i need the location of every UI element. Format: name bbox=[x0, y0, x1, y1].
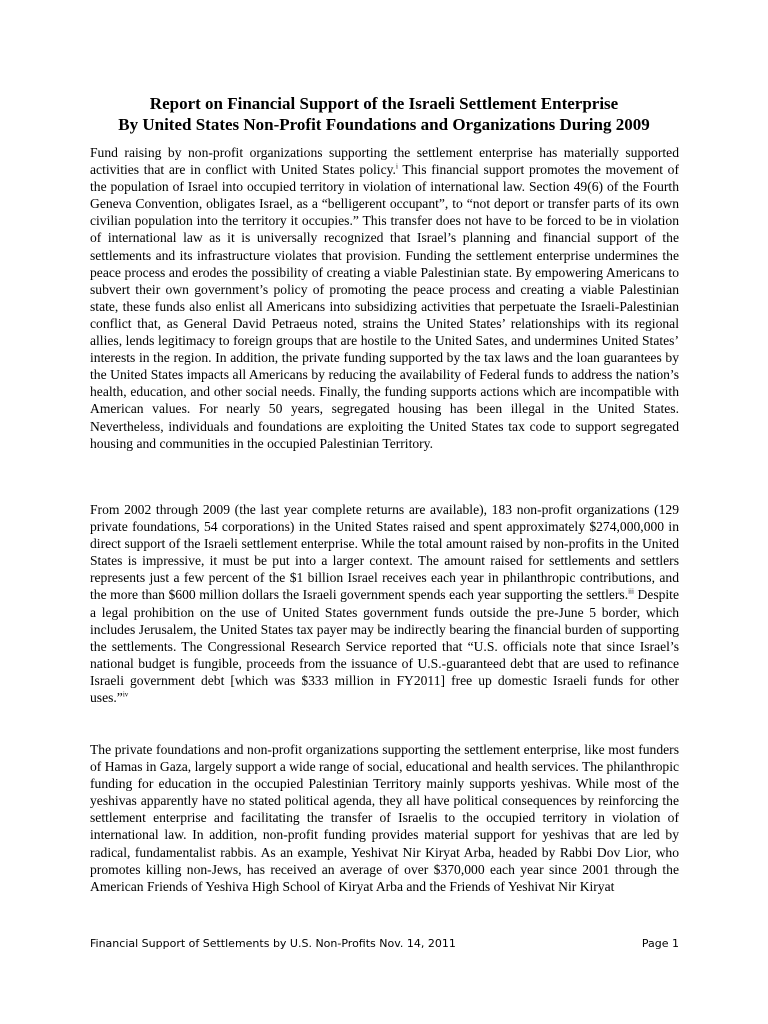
paragraph-2-text-a: From 2002 through 2009 (the last year complete returns are available), 183 non-profit organizations (129 private foundations, 54 corporations) in the United States raised and spent approximately $274,000,000 in direct support of the Israeli settlement enterprise. While the total amount raised by non-profits in the United States is impressive, it must be put into a larger context. The amount raised for settlements and settlers represents just a few percent of the $1 billion Israel receives each year in philanthropic contributions, and the more than $600 million dollars the Israeli government spends each year supporting the settlers. bbox=[90, 502, 679, 603]
title-line-1: Report on Financial Support of the Israeli Settlement Enterprise bbox=[149, 94, 619, 113]
footnote-ref-i: i bbox=[395, 162, 398, 171]
page-footer bbox=[90, 937, 679, 950]
footnote-ref-iv: iv bbox=[122, 690, 129, 699]
footnote-ref-iii: iii bbox=[628, 587, 634, 596]
paragraph-1 bbox=[90, 144, 679, 452]
paragraph-3 bbox=[90, 741, 679, 895]
paragraph-2 bbox=[90, 501, 679, 706]
paragraph-1-text-a: Fund raising by non-profit organizations supporting the settlement enterprise has materially supported activities that are in conflict with United States policy. bbox=[90, 145, 679, 178]
footer-citation: Financial Support of Settlements by U.S. Non-Profits Nov. 14, 2011 bbox=[90, 937, 456, 950]
paragraph-1-text-b: This financial support promotes the movement of the population of Israel into occupied territory in violation of international law. Section 49(6) of the Fourth Geneva Convention, obligates Israel, as a “belligerent occupant”, to “not deport or transfer parts of its own civilian population into the territory it occupies.” This transfer does not have to be forced to be in violation of international law as it is universally recognized that Israel’s planning and financial support of the settlements and its infrastructure violates that provision. Funding the settlement enterprise undermines the peace process and erodes the possibility of creating a viable Palestinian state. By empowering Americans to subvert their own government’s policy of promoting the peace process and creating a viable Palestinian state, these funds also enlist all Americans into subsidizing activities that perpetuate the Israeli-Palestinian conflict that, as General David Petraeus noted, strains the United States’ relationships with its regional allies, lends legitimacy to foreign groups that are hostile to the United Sates, and undermines United States’ interests in the region. In addition, the private funding supported by the tax laws and the loan guarantees by the United States impacts all Americans by reducing the availability of Federal funds to address the nation’s health, education, and other social needs. Finally, the funding supports actions which are incompatible with American values. For nearly 50 years, segregated housing has been illegal in the United States. Nevertheless, individuals and foundations are exploiting the United States tax code to support segregated housing and communities in the occupied Palestinian Territory. bbox=[90, 162, 679, 451]
paragraph-2-text-b: Despite a legal prohibition on the use of United States government funds outside the pre-June 5 border, which includes Jerusalem, the United States tax payer may be indirectly bearing the financial burden of supporting the settlements. The Congressional Research Service reported that “U.S. officials note that since Israel’s national budget is fungible, proceeds from the issuance of U.S.-guaranteed debt that are used to refinance Israeli government debt [which was $333 million in FY2011] free up domestic Israeli funds for other uses.” bbox=[90, 587, 679, 706]
paragraph-3-text: The private foundations and non-profit organizations supporting the settlement enterprise, like most funders of Hamas in Gaza, largely support a wide range of social, educational and health services. The philanthropic funding for education in the occupied Palestinian Territory mainly supports yeshivas. While most of the yeshivas apparently have no stated political agenda, they all have political consequences by reinforcing the settlement enterprise and facilitating the transfer of Israelis to the occupied territory in violation of international law. In addition, non-profit funding provides material support for yeshivas that are led by radical, fundamentalist rabbis. As an example, Yeshivat Nir Kiryat Arba, headed by Rabbi Dov Lior, who promotes killing non-Jews, has received an average of over $370,000 each year since 2001 through the American Friends of Yeshiva High School of Kiryat Arba and the Friends of Yeshivat Nir Kiryat bbox=[90, 742, 679, 894]
title-line-2: By United States Non-Profit Foundations and Organizations During 2009 bbox=[118, 115, 650, 134]
report-title bbox=[60, 93, 708, 135]
page-number: Page 1 bbox=[641, 937, 679, 950]
